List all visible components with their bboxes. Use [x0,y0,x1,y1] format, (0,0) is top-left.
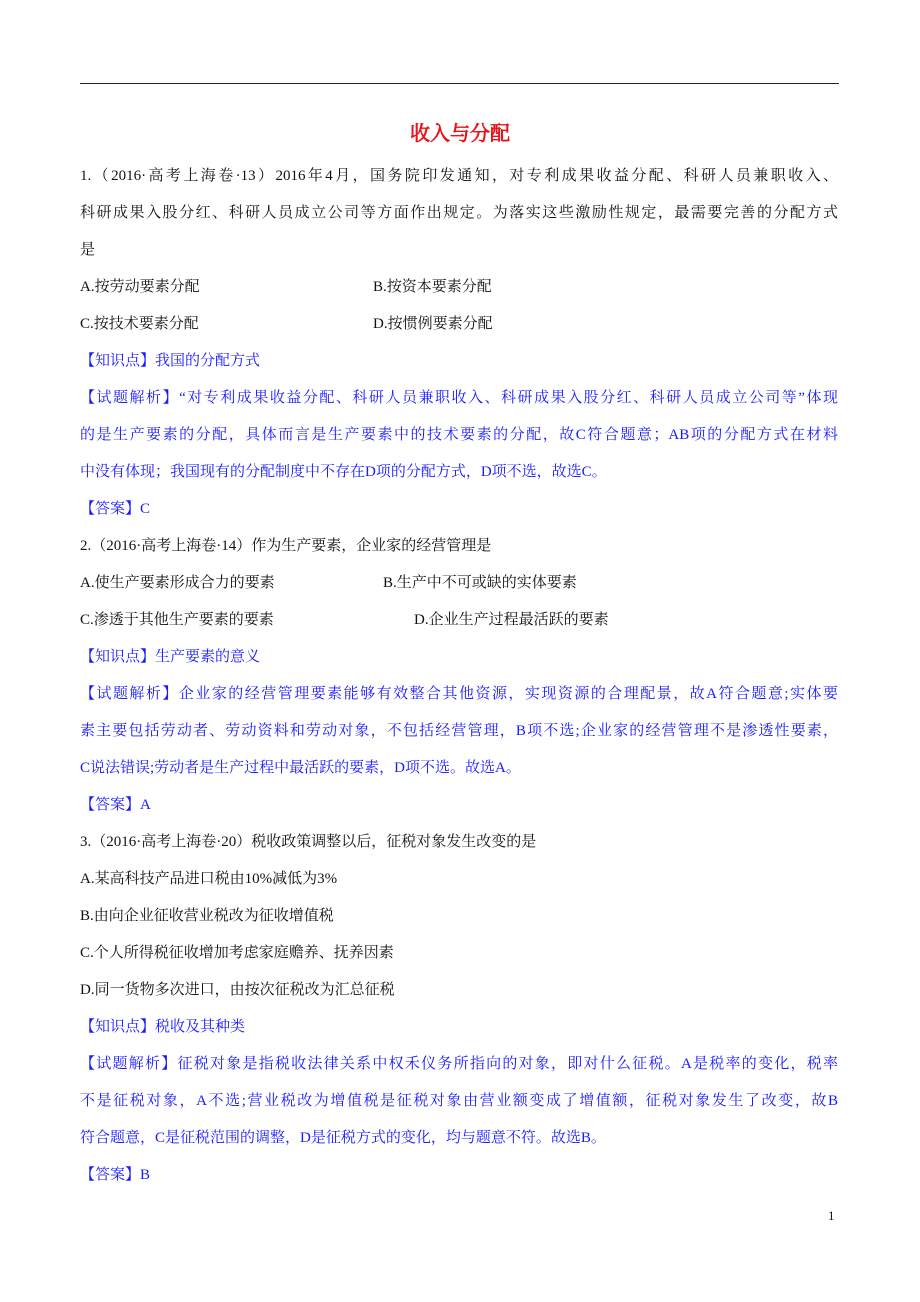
knowledge-label: 【知识点】 [80,649,156,665]
option-row [80,602,838,639]
knowledge-text: 税收及其种类 [155,1019,246,1035]
answer-value: A [140,797,151,813]
analysis-line: 的是生产要素的分配，具体而言是生产要素中的技术要素的分配，故C符合题意；AB项的分配方式在材料 [80,427,838,443]
page-number: 1 [828,1208,835,1223]
analysis-line [80,1046,838,1083]
analysis-text: “对专利成果收益分配、科研人员兼职收入、科研成果入股分红、科研人员成立公司等”体现 [179,390,838,406]
knowledge-point [80,639,838,676]
option-c: C.渗透于其他生产要素的要素 [80,612,274,628]
page-title: 收入与分配 [410,123,510,145]
answer [80,787,838,824]
knowledge-point [80,1009,838,1046]
question-stem: 1.（2016·高考上海卷·13）2016年4月，国务院印发通知，对专利成果收益分配、科研人员兼职收入、 [80,168,838,184]
analysis-text: 企业家的经营管理要素能够有效整合其他资源，实现资源的合理配景，故A符合题意;实体要 [178,686,838,702]
analysis-label: 【试题解析】 [80,686,179,702]
analysis-line: C说法错误;劳动者是生产过程中最活跃的要素，D项不选。故选A。 [80,760,521,776]
knowledge-label: 【知识点】 [80,353,156,369]
knowledge-text: 我国的分配方式 [155,353,261,369]
analysis-label: 【试题解析】 [80,390,180,406]
knowledge-label: 【知识点】 [80,1019,156,1035]
answer [80,491,838,528]
question-2 [80,528,838,824]
answer-value: B [140,1167,151,1183]
question-3 [80,824,838,1194]
option-a: A.使生产要素形成合力的要素 [80,575,275,591]
analysis-line: 符合题意，C是征税范围的调整，D是征税方式的变化，均与题意不符。故选B。 [80,1130,606,1146]
analysis-line: 不是征税对象，A不选;营业税改为增值税是征税对象由营业额变成了增值额，征税对象发生了改变，故B [80,1093,838,1109]
question-stem: 2.（2016·高考上海卷·14）作为生产要素，企业家的经营管理是 [80,538,492,554]
analysis-line [80,676,838,713]
analysis-line: 素主要包括劳动者、劳动资料和劳动对象，不包括经营管理，B项不选;企业家的经营管理不是渗透性要素， [80,723,838,739]
answer-label: 【答案】 [80,501,141,517]
answer [80,1157,838,1194]
answer-label: 【答案】 [80,797,141,813]
analysis-label: 【试题解析】 [80,1056,178,1072]
option-d: D.企业生产过程最活跃的要素 [414,612,609,628]
question-1 [80,158,838,528]
option-row [80,269,838,306]
answer-value: C [140,501,151,517]
document-body [80,158,838,1194]
option-c: C.按技术要素分配 [80,316,199,332]
option-row [80,565,838,602]
option-d: D.同一货物多次进口，由按次征税改为汇总征税 [80,982,395,998]
option-d: D.按惯例要素分配 [373,316,493,332]
analysis-line: 中没有体现；我国现有的分配制度中不存在D项的分配方式，D项不选，故选C。 [80,464,607,480]
option-b: B.由向企业征收营业税改为征收增值税 [80,908,334,924]
question-stem: 3.（2016·高考上海卷·20）税收政策调整以后，征税对象发生改变的是 [80,834,537,850]
option-b: B.生产中不可或缺的实体要素 [383,575,577,591]
option-b: B.按资本要素分配 [373,279,492,295]
knowledge-point [80,343,838,380]
analysis-line [80,380,838,417]
knowledge-text: 生产要素的意义 [155,649,261,665]
option-a: A.按劳动要素分配 [80,279,200,295]
option-c: C.个人所得税征收增加考虑家庭赡养、抚养因素 [80,945,394,961]
header-rule [80,83,839,84]
question-stem: 科研成果入股分红、科研人员成立公司等方面作出规定。为落实这些激励性规定，最需要完善的分配方式 [80,205,838,221]
answer-label: 【答案】 [80,1167,141,1183]
question-stem: 是 [80,242,96,258]
option-a: A.某高科技产品进口税由10%减低为3% [80,871,338,887]
option-row [80,306,838,343]
analysis-text: 征税对象是指税收法律关系中权禾仪务所指向的对象，即对什么征税。A是税率的变化，税率 [177,1056,838,1072]
